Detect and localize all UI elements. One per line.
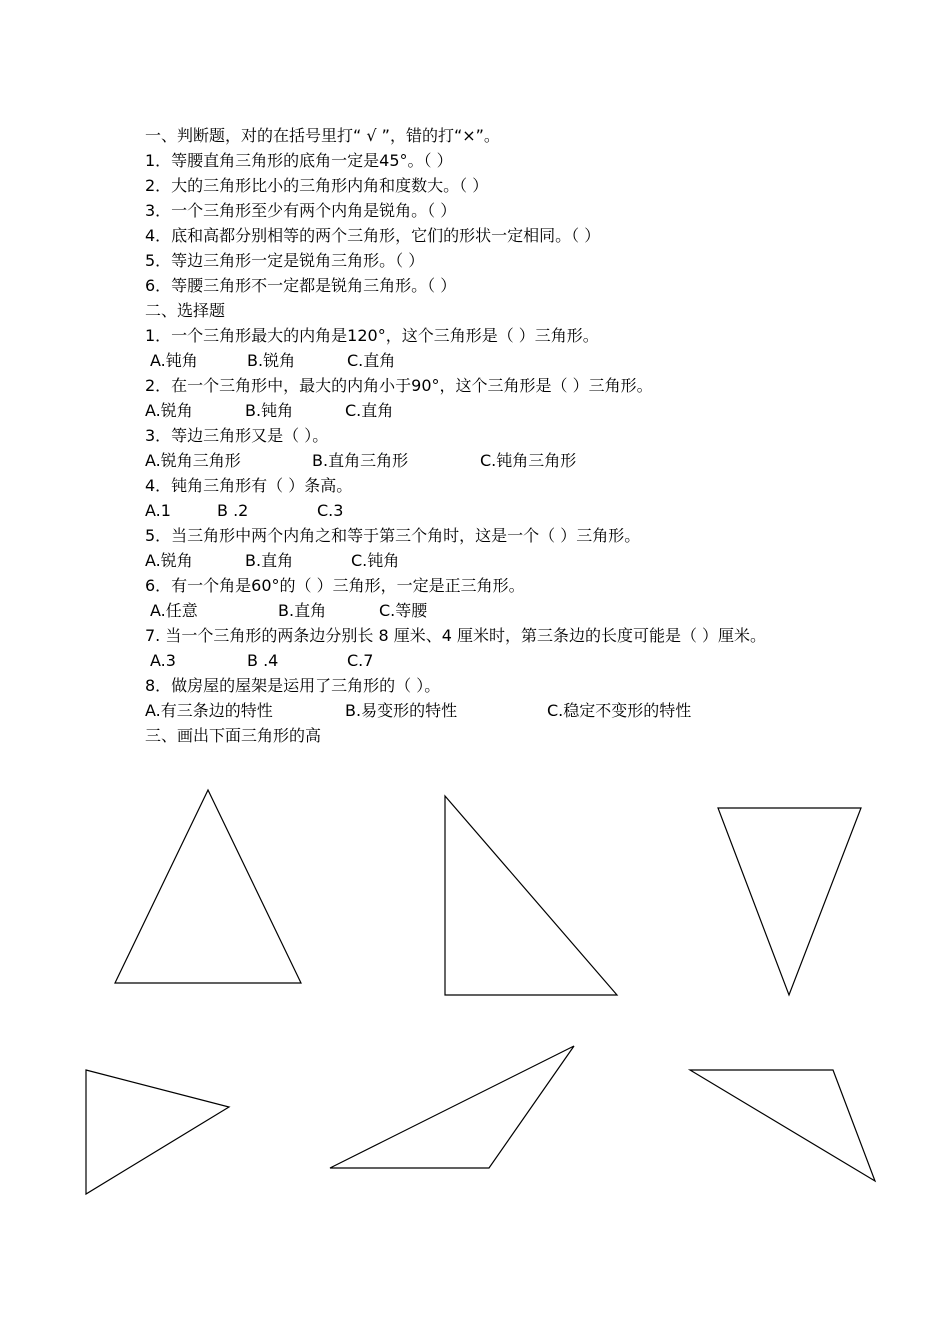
option-b: B.直角 — [245, 551, 294, 570]
choice-question-6: 6．有一个角是60°的（ ）三角形，一定是正三角形。 — [145, 576, 525, 595]
option-c: C.3 — [317, 501, 344, 520]
choice-question-8: 8．做房屋的屋架是运用了三角形的（ ）。 — [145, 676, 441, 695]
judgment-item-4: 4．底和高都分别相等的两个三角形，它们的形状一定相同。（ ） — [145, 226, 601, 245]
triangle-5[interactable] — [330, 1046, 574, 1168]
option-b: B.锐角 — [247, 351, 296, 370]
choice-question-4: 4．钝角三角形有（ ）条高。 — [145, 476, 353, 495]
option-c: C.等腰 — [379, 601, 428, 620]
option-b: B .2 — [217, 501, 249, 520]
choice-question-3: 3．等边三角形又是（ ）。 — [145, 426, 329, 445]
option-c: C.直角 — [345, 401, 394, 420]
option-c: C.稳定不变形的特性 — [547, 701, 692, 720]
option-b: B .4 — [247, 651, 279, 670]
section3-title: 三、画出下面三角形的高 — [145, 726, 322, 745]
option-b: B.易变形的特性 — [345, 701, 458, 720]
option-c: C.直角 — [347, 351, 396, 370]
option-a: A.有三条边的特性 — [145, 701, 273, 720]
choice-question-7: 7. 当一个三角形的两条边分别长 8 厘米、4 厘米时，第三条边的长度可能是（ ）厘米。 — [145, 626, 767, 645]
triangle-4[interactable] — [86, 1070, 229, 1194]
option-a: A.钝角 — [150, 351, 198, 370]
option-c: C.7 — [347, 651, 374, 670]
option-a: A.锐角 — [145, 401, 193, 420]
choice-question-2: 2．在一个三角形中，最大的内角小于90°，这个三角形是（ ）三角形。 — [145, 376, 653, 395]
judgment-item-5: 5．等边三角形一定是锐角三角形。（ ） — [145, 251, 425, 270]
option-b: B.直角三角形 — [312, 451, 409, 470]
triangle-6[interactable] — [690, 1070, 875, 1181]
section2-title: 二、选择题 — [145, 301, 226, 320]
option-b: B.直角 — [278, 601, 327, 620]
judgment-item-3: 3．一个三角形至少有两个内角是锐角。（ ） — [145, 201, 457, 220]
option-a: A.锐角三角形 — [145, 451, 241, 470]
option-b: B.钝角 — [245, 401, 294, 420]
triangle-3[interactable] — [718, 808, 861, 995]
choice-question-5: 5．当三角形中两个内角之和等于第三个角时，这是一个（ ）三角形。 — [145, 526, 641, 545]
option-c: C.钝角三角形 — [480, 451, 577, 470]
judgment-item-2: 2．大的三角形比小的三角形内角和度数大。（ ） — [145, 176, 489, 195]
option-a: A.3 — [150, 651, 176, 670]
judgment-item-1: 1．等腰直角三角形的底角一定是45°。（ ） — [145, 151, 453, 170]
option-c: C.钝角 — [351, 551, 400, 570]
option-a: A.任意 — [150, 601, 198, 620]
triangle-1[interactable] — [115, 790, 301, 983]
section1-title: 一、判断题，对的在括号里打“ √ ”，错的打“×”。 — [145, 126, 500, 145]
option-a: A.1 — [145, 501, 171, 520]
judgment-item-6: 6．等腰三角形不一定都是锐角三角形。（ ） — [145, 276, 457, 295]
option-a: A.锐角 — [145, 551, 193, 570]
choice-question-1: 1．一个三角形最大的内角是120°，这个三角形是（ ）三角形。 — [145, 326, 599, 345]
triangle-2[interactable] — [445, 796, 617, 995]
